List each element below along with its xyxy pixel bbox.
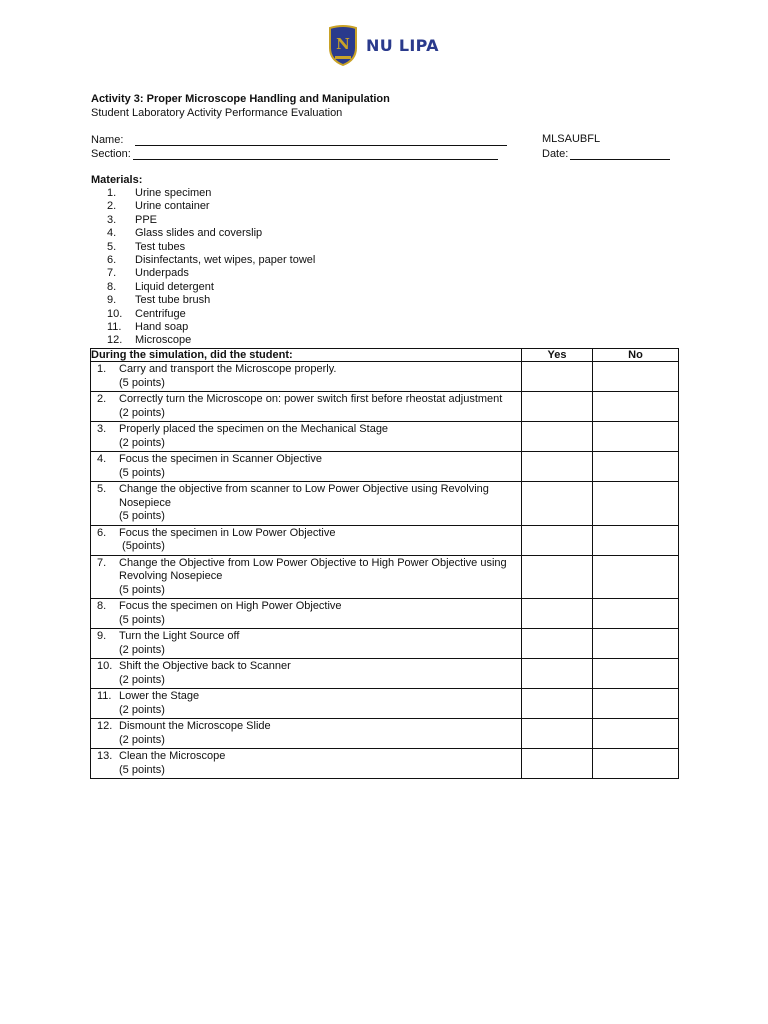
criterion-text: Clean the Microscope	[119, 750, 226, 762]
page-title: Activity 3: Proper Microscope Handling and Manipulation	[91, 93, 390, 105]
criterion-text: Shift the Objective back to Scanner	[119, 660, 291, 672]
yes-cell[interactable]	[522, 422, 593, 452]
material-number: 2.	[107, 200, 117, 213]
criterion-points: (5points)	[119, 540, 165, 552]
criterion-points: (5 points)	[119, 376, 165, 389]
material-number: 6.	[107, 253, 117, 266]
criterion-number: 3.	[97, 423, 107, 435]
criterion-cell	[91, 629, 522, 659]
yes-cell[interactable]	[522, 599, 593, 629]
yes-cell[interactable]	[522, 555, 593, 599]
material-label: Urine container	[135, 200, 210, 213]
criterion-cell	[91, 719, 522, 749]
criterion-points: (2 points)	[119, 703, 165, 716]
material-item	[107, 294, 315, 307]
no-header: No	[593, 349, 679, 362]
criterion-number: 12.	[97, 720, 113, 732]
material-label: Centrifuge	[135, 307, 186, 320]
table-row	[91, 749, 679, 779]
criterion-text: Focus the specimen in Low Power Objective	[119, 526, 336, 539]
material-label: Hand soap	[135, 320, 189, 333]
criterion-text: Lower the Stage	[119, 690, 200, 702]
criterion-text: Properly placed the specimen on the Mechanical Stage	[119, 423, 389, 435]
criterion-cell	[91, 555, 522, 599]
criterion-number: 5.	[97, 483, 107, 495]
material-label: Test tube brush	[135, 294, 211, 307]
yes-header: Yes	[522, 349, 593, 362]
criterion-points: (2 points)	[119, 436, 165, 449]
question-header: During the simulation, did the student:	[91, 349, 522, 362]
criterion-cell	[91, 362, 522, 392]
criterion-number: 6.	[97, 526, 107, 539]
material-label: Test tubes	[135, 240, 186, 253]
table-row	[91, 599, 679, 629]
table-row	[91, 719, 679, 749]
criterion-text: Change the Objective from Low Power Objective to High Power Objective using Revolving Nosepiece	[119, 556, 507, 582]
evaluation-table	[90, 348, 679, 779]
criterion-cell	[91, 452, 522, 482]
name-label: Name:	[91, 134, 124, 146]
material-label: PPE	[135, 213, 158, 226]
criterion-points: (2 points)	[119, 406, 165, 419]
material-label: Glass slides and coverslip	[135, 227, 263, 240]
logo	[328, 24, 439, 66]
material-label: Disinfectants, wet wipes, paper towel	[135, 253, 316, 266]
material-number: 3.	[107, 213, 117, 226]
criterion-number: 10.	[97, 660, 113, 672]
material-number: 12.	[107, 334, 123, 347]
material-number: 10.	[107, 307, 123, 320]
date-label: Date:	[542, 148, 569, 160]
material-item	[107, 308, 315, 321]
name-line[interactable]	[135, 133, 507, 146]
course-code-text: MLSAUBFL	[542, 133, 601, 145]
material-item	[107, 321, 315, 334]
criterion-number: 8.	[97, 600, 107, 612]
material-item	[107, 200, 315, 213]
criterion-text: Focus the specimen in Scanner Objective	[119, 453, 322, 465]
material-number: 1.	[107, 187, 117, 199]
material-label: Microscope	[135, 334, 192, 347]
criterion-cell	[91, 525, 522, 555]
no-cell[interactable]	[593, 599, 679, 629]
material-item	[107, 227, 315, 240]
criterion-text: Change the objective from scanner to Low Power Objective using Revolving Nosepiece	[119, 483, 489, 509]
no-cell[interactable]	[593, 452, 679, 482]
criterion-number: 13.	[97, 750, 113, 762]
criterion-cell	[91, 422, 522, 452]
criterion-points: (5 points)	[119, 763, 165, 776]
logo-text: NU LIPA	[366, 35, 439, 55]
criterion-points: (5 points)	[119, 583, 165, 596]
no-cell[interactable]	[593, 525, 679, 555]
materials-list	[107, 187, 315, 348]
nu-shield-icon	[328, 24, 358, 66]
date-field	[542, 147, 670, 160]
material-item	[107, 241, 315, 254]
criterion-cell	[91, 392, 522, 422]
material-item	[107, 214, 315, 227]
yes-cell[interactable]	[522, 525, 593, 555]
no-cell[interactable]	[593, 422, 679, 452]
yes-cell[interactable]	[522, 482, 593, 526]
table-header-row	[91, 349, 679, 362]
criterion-points: (5 points)	[119, 510, 165, 522]
table-row	[91, 689, 679, 719]
no-cell[interactable]	[593, 482, 679, 526]
criterion-text: Focus the specimen on High Power Objective	[119, 600, 342, 612]
table-row	[91, 392, 679, 422]
material-item	[107, 267, 315, 280]
no-cell[interactable]	[593, 689, 679, 719]
no-cell[interactable]	[593, 719, 679, 749]
criterion-points: (2 points)	[119, 643, 165, 656]
criterion-number: 7.	[97, 556, 107, 569]
yes-cell[interactable]	[522, 749, 593, 779]
table-row	[91, 629, 679, 659]
yes-cell[interactable]	[522, 659, 593, 689]
section-field	[91, 147, 498, 160]
no-cell[interactable]	[593, 749, 679, 779]
material-label: Underpads	[135, 267, 189, 280]
criterion-cell	[91, 482, 522, 526]
criterion-points: (5 points)	[119, 613, 165, 626]
course-code	[542, 133, 600, 145]
criterion-text: Dismount the Microscope Slide	[119, 720, 271, 732]
material-item	[107, 281, 315, 294]
criterion-number: 4.	[97, 453, 107, 465]
criterion-cell	[91, 659, 522, 689]
material-number: 7.	[107, 267, 117, 280]
table-row	[91, 362, 679, 392]
name-field	[91, 133, 507, 146]
materials-heading: Materials:	[91, 174, 143, 186]
no-cell[interactable]	[593, 392, 679, 422]
material-label: Urine specimen	[135, 187, 212, 199]
criterion-text: Carry and transport the Microscope properly.	[119, 363, 337, 375]
section-line[interactable]	[133, 147, 498, 160]
material-number: 5.	[107, 240, 117, 253]
criterion-points: (5 points)	[119, 466, 165, 479]
no-cell[interactable]	[593, 555, 679, 599]
date-line[interactable]	[570, 147, 670, 160]
no-cell[interactable]	[593, 659, 679, 689]
criterion-points: (2 points)	[119, 673, 165, 686]
material-number: 11.	[107, 320, 122, 333]
material-label: Liquid detergent	[135, 280, 214, 293]
criterion-points: (2 points)	[119, 733, 165, 746]
criterion-cell	[91, 599, 522, 629]
table-row	[91, 482, 679, 526]
table-row	[91, 422, 679, 452]
table-row	[91, 659, 679, 689]
material-number: 4.	[107, 227, 117, 240]
material-number: 8.	[107, 280, 117, 293]
material-item	[107, 334, 315, 347]
criterion-text: Correctly turn the Microscope on: power switch first before rheostat adjustment	[119, 393, 503, 405]
yes-cell[interactable]	[522, 689, 593, 719]
table-row	[91, 452, 679, 482]
yes-cell[interactable]	[522, 452, 593, 482]
table-row	[91, 555, 679, 599]
yes-cell[interactable]	[522, 392, 593, 422]
yes-cell[interactable]	[522, 629, 593, 659]
no-cell[interactable]	[593, 362, 679, 392]
criterion-number: 9.	[97, 630, 107, 642]
svg-text:N: N	[336, 35, 350, 53]
criterion-number: 2.	[97, 393, 107, 405]
material-number: 9.	[107, 294, 117, 307]
no-cell[interactable]	[593, 629, 679, 659]
criterion-cell	[91, 749, 522, 779]
criterion-cell	[91, 689, 522, 719]
material-item	[107, 254, 315, 267]
yes-cell[interactable]	[522, 362, 593, 392]
section-label: Section:	[91, 148, 131, 160]
page-subtitle: Student Laboratory Activity Performance Evaluation	[91, 107, 343, 119]
material-item	[107, 187, 315, 200]
table-row	[91, 525, 679, 555]
yes-cell[interactable]	[522, 719, 593, 749]
criterion-number: 1.	[97, 363, 107, 375]
criterion-number: 11.	[97, 690, 112, 702]
criterion-text: Turn the Light Source off	[119, 630, 240, 642]
